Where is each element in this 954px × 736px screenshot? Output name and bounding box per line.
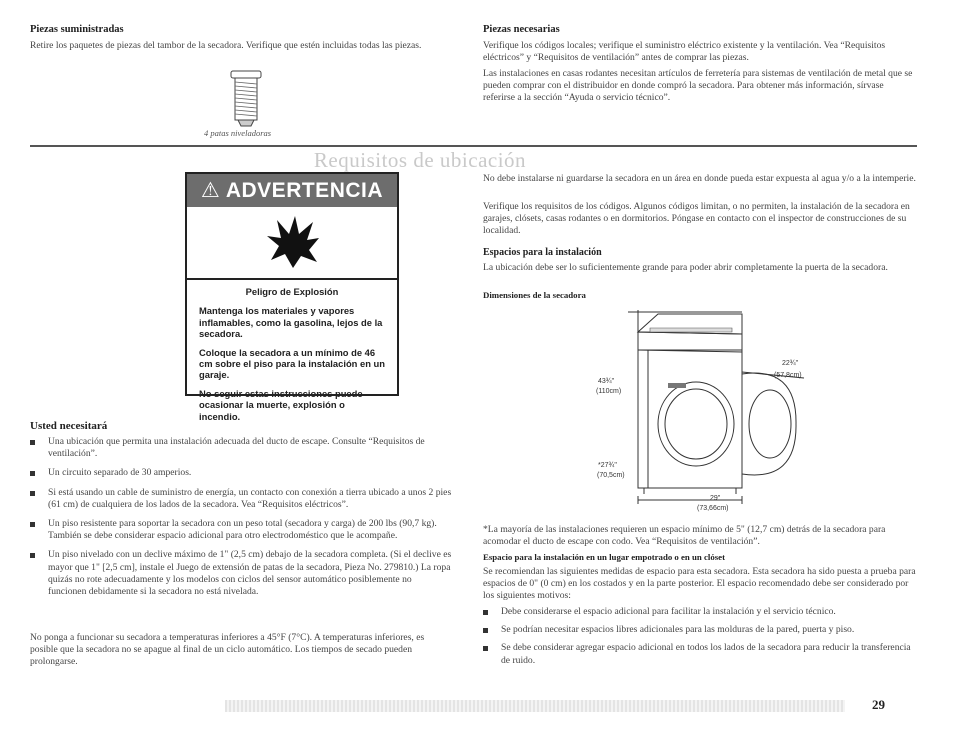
list-item: Un piso resistente para soportar la secadora con un peso total (secadora y carga) de 200 lbs (90,7 kg). También se debe considerar espacio adicional para otro electrodoméstico que le acompañe. <box>30 518 452 542</box>
heading-needed-parts: Piezas necesarias <box>483 24 560 35</box>
supplied-parts-text: Retire los paquetes de piezas del tambor de la secadora. Verifique que estén incluidas todas las piezas. <box>30 40 422 51</box>
clearance-note: *La mayoría de las instalaciones requieren un espacio mínimo de 5" (12,7 cm) detrás de la secadora para acomodar el ducto de escape con codo. Vea “Requisitos de ventilación”. <box>483 524 886 548</box>
closet-reasons-list <box>483 606 913 667</box>
heading-dryer-dimensions: Dimensiones de la secadora <box>483 290 586 300</box>
section-divider <box>30 145 917 147</box>
section-title: Requisitos de ubicación <box>313 148 527 172</box>
dim-width-cm: (73,66cm) <box>697 505 729 512</box>
footer-bar <box>225 700 845 712</box>
warning-title: ADVERTENCIA <box>225 179 384 202</box>
heading-installation-space: Espacios para la instalación <box>483 247 602 258</box>
dim-door-in: 22¾" <box>782 360 799 367</box>
warning-body <box>187 278 397 422</box>
warning-text-2: Coloque la secadora a un mínimo de 46 cm sobre el piso para la instalación en un garaje. <box>199 346 385 381</box>
warning-text-1: Mantenga los materiales y vapores inflamables, como la gasolina, lejos de la secadora. <box>199 305 383 340</box>
heading-supplied-parts: Piezas suministradas <box>30 24 124 35</box>
needs-list <box>30 436 452 598</box>
location-text-1: No debe instalarse ni guardarse la secadora en un área en donde pueda estar expuesta al agua y/o a la intemperie. <box>483 173 916 184</box>
warning-box <box>185 172 399 422</box>
leveling-leg-icon <box>228 68 264 130</box>
list-item: Una ubicación que permita una instalación adecuada del ducto de escape. Consulte “Requisitos de ventilación”. <box>30 436 452 460</box>
list-item: Si está usando un cable de suministro de energía, un contacto con conexión a tierra ubicado a unos 2 pies (61 cm) de cualquiera de los lados de la secadora. Vea “Requisitos eléctricos”. <box>30 487 452 511</box>
leveling-legs-caption: 4 patas niveladoras <box>204 128 272 138</box>
dim-depth-cm: (70,5cm) <box>597 472 625 479</box>
page-number: 29 <box>872 697 885 712</box>
list-item: Se podrían necesitar espacios libres adicionales para las molduras de la pared, puerta y piso. <box>483 624 913 636</box>
warning-subtitle: Peligro de Explosión <box>245 286 339 297</box>
dim-width-in: 29" <box>710 495 721 502</box>
dim-height-cm: (110cm) <box>596 388 622 395</box>
list-item: Se debe considerar agregar espacio adicional en todos los lados de la secadora para reducir la transferencia de ruido. <box>483 642 913 666</box>
warning-text-3: No seguir estas instrucciones puede ocasionar la muerte, explosión o incendio. <box>199 387 363 422</box>
heading-you-need: Usted necesitará <box>30 420 108 432</box>
explosion-icon <box>265 214 321 270</box>
list-item: Un piso nivelado con un declive máximo de 1" (2,5 cm) debajo de la secadora completa. (Si el declive es mayor que 1" [2,5 cm], instale el Juego de extensión de patas de la secadora, Pieza No. 279810.) La ropa quizás no rote adecuadamente y los modelos con ciclos del sensor automático posiblemente no funcionen debidamente si la secadora no está nivelada. <box>30 549 452 598</box>
dim-depth-in: *27¾" <box>598 462 617 469</box>
list-item: Debe considerarse el espacio adicional para facilitar la instalación y el servicio técnico. <box>483 606 913 618</box>
warning-triangle-icon: ⚠ <box>200 179 221 202</box>
dim-door-cm: (57,8cm) <box>774 372 802 379</box>
needed-parts-text-1: Verifique los códigos locales; verifique el suministro eléctrico existente y la ventilación. Vea “Requisitos eléctricos” y “Requisitos de ventilación” antes de comprar las piezas. <box>483 40 886 64</box>
needed-parts-text-2: Las instalaciones en casas rodantes necesitan artículos de ferretería para sistemas de ventilación de metal que se pueden comprar con el distribuidor en donde compró la secadora. Para obtener más información, sírvase referirse a la sección “Ayuda o servicio técnico”. <box>483 68 913 104</box>
list-item: Un circuito separado de 30 amperios. <box>30 467 452 479</box>
location-text-2: Verifique los requisitos de los códigos. Algunos códigos limitan, o no permiten, la instalación de la secadora en garajes, clósets, casas rodantes o en dormitorios. Póngase en contacto con el inspector de construcciones de su localidad. <box>483 201 910 237</box>
installation-space-text: La ubicación debe ser lo suficientemente grande para poder abrir completamente la puerta de la secadora. <box>483 262 888 273</box>
closet-installation-text: Se recomiendan las siguientes medidas de espacio para esta secadora. Esta secadora ha sido puesta a prueba para espacios de 0" (0 cm) en los costados y en la parte posterior. El espacio recomendado debe ser considerado por los siguientes motivos: <box>483 566 916 602</box>
temperature-note: No ponga a funcionar su secadora a temperaturas inferiores a 45°F (7°C). A temperaturas inferiores, es posible que la secadora no se apague al final de un ciclo automático. Los tiempos de secado pueden prolongarse. <box>30 632 425 668</box>
dryer-dimensions-diagram <box>592 304 818 514</box>
warning-header <box>187 174 397 207</box>
dim-height-in: 43¾" <box>598 378 615 385</box>
heading-closet-installation: Espacio para la instalación en un lugar empotrado o en un clóset <box>483 552 726 562</box>
